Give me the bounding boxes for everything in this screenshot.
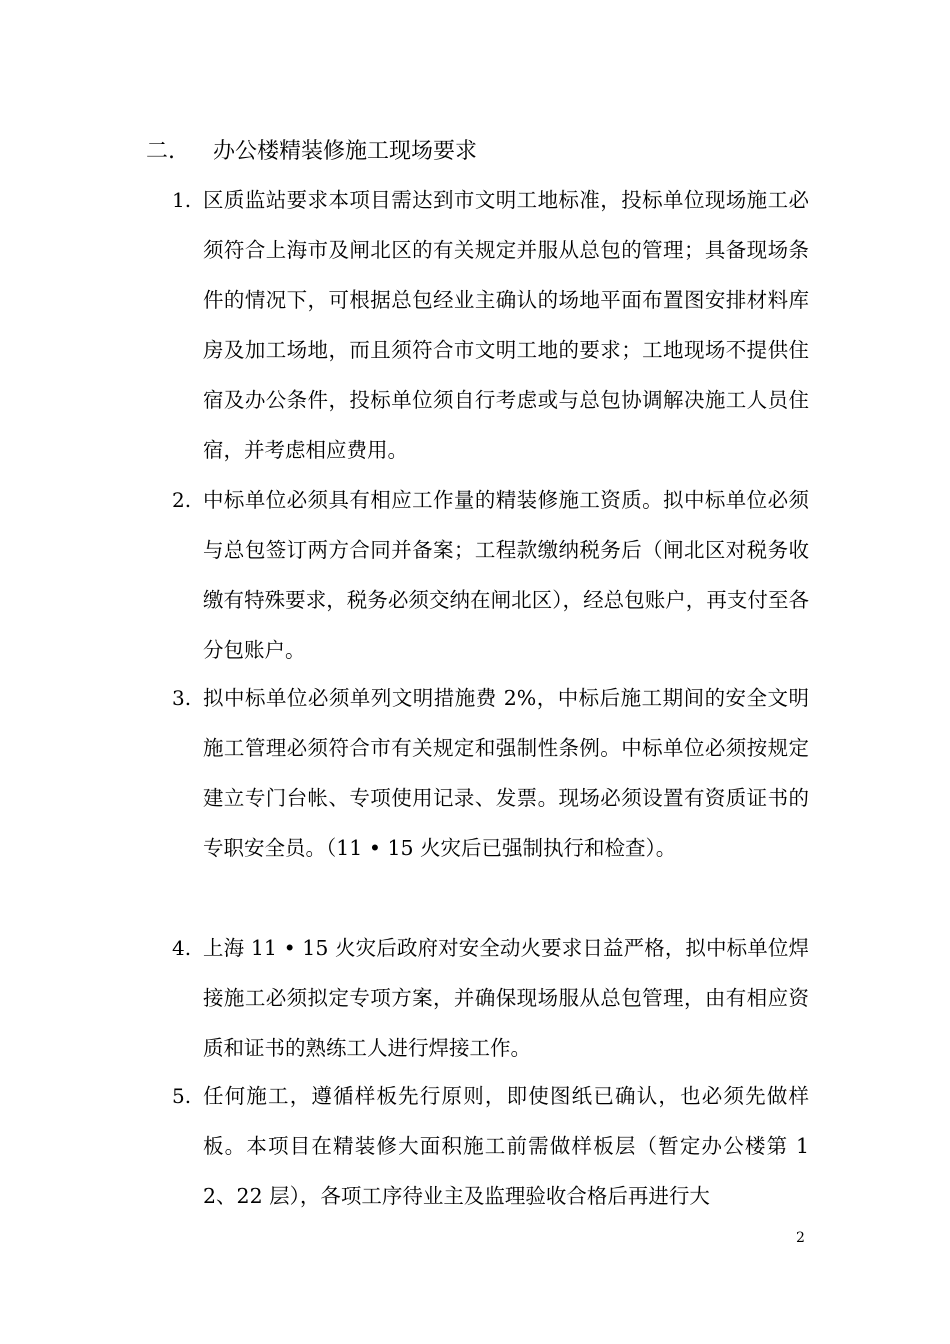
- list-item-2: [172, 475, 812, 675]
- list-item-number: 5.: [172, 1084, 192, 1108]
- page-number: 2: [796, 1230, 805, 1246]
- list-item-text: 拟中标单位必须单列文明措施费 2%，中标后施工期间的安全文明施工管理必须符合市有关规定和强制性条例。中标单位必须按规定建立专门台帐、专项使用记录、发票。现场必须设置有资质证书的专职安全员。（11 • 15 火灾后已强制执行和检查）。: [203, 686, 809, 860]
- section-heading: [146, 132, 477, 172]
- list-item-text: 中标单位必须具有相应工作量的精装修施工资质。拟中标单位必须与总包签订两方合同并备案；工程款缴纳税务后（闸北区对税务收缴有特殊要求，税务必须交纳在闸北区），经总包账户，再支付至各分包账户。: [203, 488, 809, 662]
- list-item-number: 3.: [172, 686, 192, 710]
- list-item-1: [172, 175, 812, 475]
- list-item-number: 2.: [172, 488, 192, 512]
- list-item-text: 上海 11 • 15 火灾后政府对安全动火要求日益严格，拟中标单位焊接施工必须拟定专项方案，并确保现场服从总包管理，由有相应资质和证书的熟练工人进行焊接工作。: [203, 936, 809, 1060]
- list-item-3: [172, 673, 812, 873]
- list-item-number: 1.: [172, 188, 192, 212]
- list-item-5: [172, 1071, 812, 1221]
- section-number: 二.: [146, 139, 175, 164]
- list-item-text: 区质监站要求本项目需达到市文明工地标准，投标单位现场施工必须符合上海市及闸北区的有关规定并服从总包的管理；具备现场条件的情况下，可根据总包经业主确认的场地平面布置图安排材料库房及加工场地，而且须符合市文明工地的要求；工地现场不提供住宿及办公条件，投标单位须自行考虑或与总包协调解决施工人员住宿，并考虑相应费用。: [203, 188, 809, 462]
- list-item-number: 4.: [172, 936, 192, 960]
- list-item-4: [172, 923, 812, 1073]
- list-item-text: 任何施工，遵循样板先行原则，即使图纸已确认，也必须先做样板。本项目在精装修大面积施工前需做样板层（暂定办公楼第 12、22 层），各项工序待业主及监理验收合格后再进行大: [203, 1084, 809, 1208]
- section-title: 办公楼精装修施工现场要求: [213, 139, 478, 164]
